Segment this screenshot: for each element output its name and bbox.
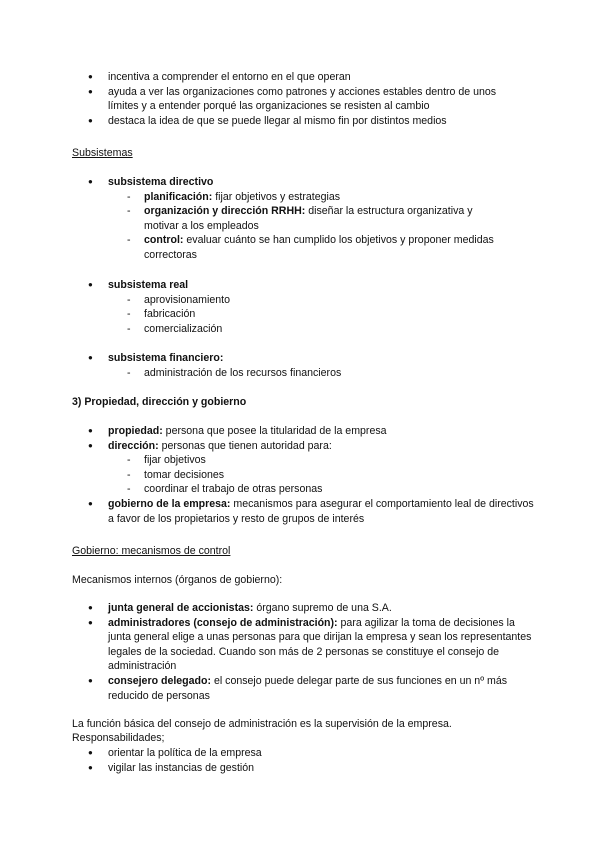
list-item: - tomar decisiones <box>0 468 600 483</box>
list-item: ● propiedad: persona que posee la titularidad de la empresa <box>0 424 600 439</box>
list-item: ● consejero delegado: el consejo puede delegar parte de sus funciones en un nº más reducido de personas <box>0 674 600 703</box>
list-item: - coordinar el trabajo de otras personas <box>0 482 600 497</box>
list-item: - organización y dirección RRHH: diseñar la estructura organizativa y motivar a los empleados <box>0 204 600 233</box>
gobierno-heading: Gobierno: mecanismos de control <box>72 545 231 557</box>
list-item: ● junta general de accionistas: órgano supremo de una S.A. <box>0 601 600 616</box>
list-item: ● administradores (consejo de administración): para agilizar la toma de decisiones la junta general elige a unas personas para que dirijan la empresa y sean los representantes legales de la sociedad. Cuando son más de 2 personas se constituye el consejo de administración <box>0 616 600 674</box>
list-item: ● gobierno de la empresa: mecanismos para asegurar el comportamiento leal de directivos a favor de los propietarios y resto de grupos de interés <box>0 497 600 526</box>
subsistema-directivo <box>0 175 600 263</box>
intro-bullet-list <box>0 70 600 128</box>
responsabilidades-list <box>0 746 600 775</box>
list-item: ● subsistema financiero: <box>0 351 600 366</box>
list-item: - fijar objetivos <box>0 453 600 468</box>
subsistemas-heading: Subsistemas <box>72 147 133 159</box>
mecanismos-list <box>0 601 600 703</box>
list-item: - control: evaluar cuánto se han cumplido los objetivos y proponer medidas correctoras <box>0 233 600 262</box>
list-item: - planificación: fijar objetivos y estrategias <box>0 190 600 205</box>
list-item: ● subsistema real <box>0 278 600 293</box>
subsistema-financiero <box>0 351 600 380</box>
responsabilidades-label: Responsabilidades; <box>72 732 165 744</box>
list-item: ● dirección: personas que tienen autoridad para: <box>0 439 600 454</box>
section-3-heading: 3) Propiedad, dirección y gobierno <box>72 396 247 408</box>
list-item: ● orientar la política de la empresa <box>0 746 600 761</box>
list-item: - aprovisionamiento <box>0 293 600 308</box>
list-item: ● destaca la idea de que se puede llegar al mismo fin por distintos medios <box>0 114 600 129</box>
section-3-list <box>0 424 600 526</box>
consejo-paragraph: La función básica del consejo de administración es la supervisión de la empresa. <box>72 718 452 730</box>
list-item: ● vigilar las instancias de gestión <box>0 761 600 776</box>
list-item: ● subsistema directivo <box>0 175 600 190</box>
list-item: - fabricación <box>0 307 600 322</box>
list-item: ● incentiva a comprender el entorno en el que operan <box>0 70 600 85</box>
mecanismos-intro: Mecanismos internos (órganos de gobierno): <box>72 574 283 586</box>
list-item: - comercialización <box>0 322 600 337</box>
subsistema-real <box>0 278 600 336</box>
list-item: - administración de los recursos financieros <box>0 366 600 381</box>
list-item: ● ayuda a ver las organizaciones como patrones y acciones estables dentro de unos límites y a entender porqué las organizaciones se resisten al cambio <box>0 85 600 114</box>
